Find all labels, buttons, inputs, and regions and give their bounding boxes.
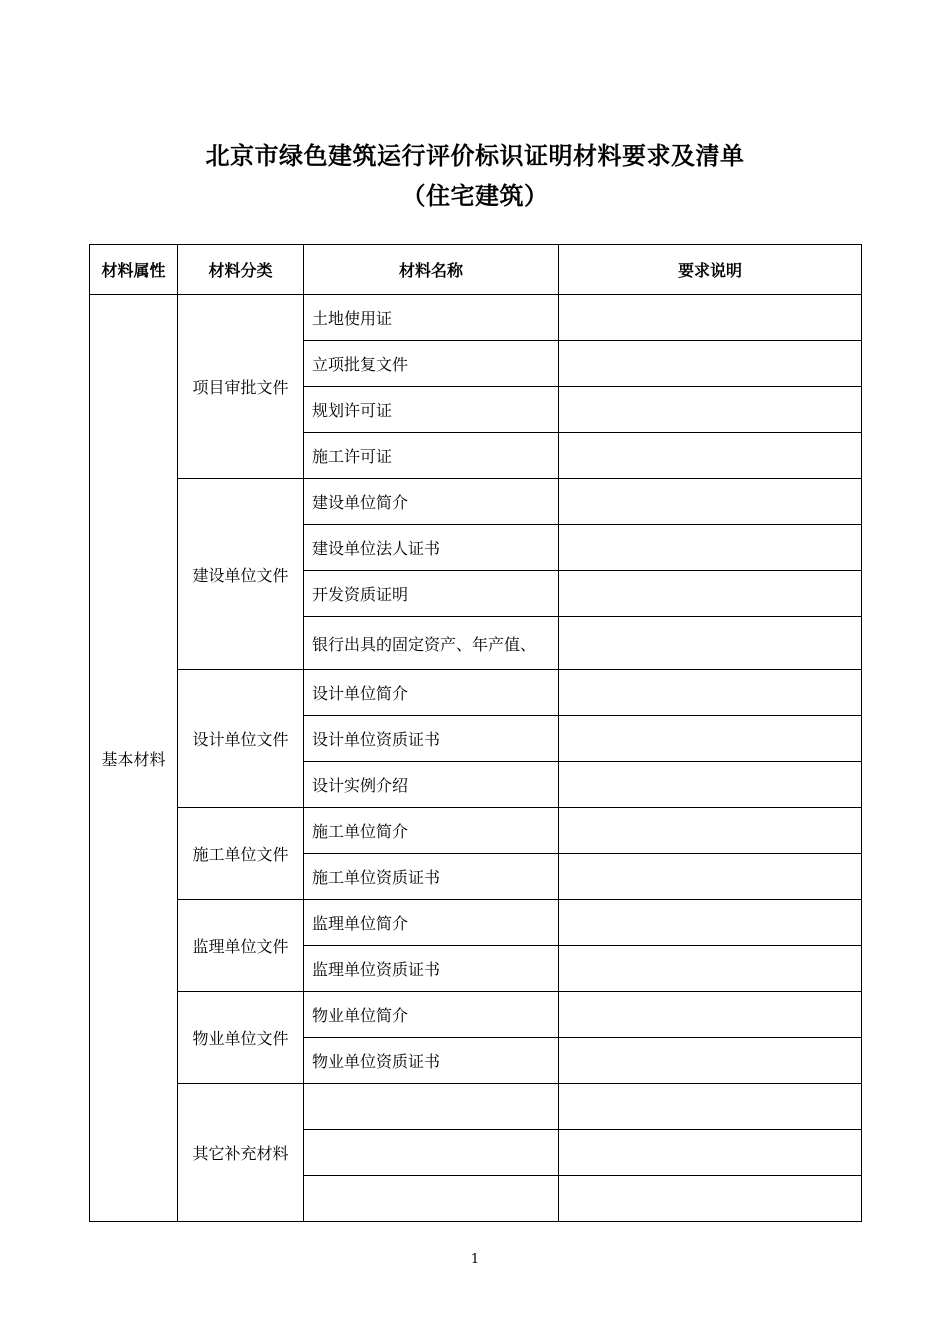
material-name-cell: 监理单位简介 bbox=[304, 900, 559, 946]
material-name-cell: 银行出具的固定资产、年产值、 bbox=[304, 617, 559, 670]
materials-table bbox=[89, 244, 862, 1222]
table-row bbox=[90, 295, 862, 341]
material-name-cell: 建设单位法人证书 bbox=[304, 525, 559, 571]
requirement-cell bbox=[559, 808, 862, 854]
material-name-cell: 立项批复文件 bbox=[304, 341, 559, 387]
material-name-cell: 施工单位资质证书 bbox=[304, 854, 559, 900]
material-name-cell: 物业单位简介 bbox=[304, 992, 559, 1038]
category-cell: 建设单位文件 bbox=[178, 479, 304, 670]
attribute-cell: 基本材料 bbox=[90, 295, 178, 1222]
material-name-cell: 设计单位资质证书 bbox=[304, 716, 559, 762]
requirement-cell bbox=[559, 900, 862, 946]
material-name-cell bbox=[304, 1176, 559, 1222]
requirement-cell bbox=[559, 341, 862, 387]
material-name-cell: 开发资质证明 bbox=[304, 571, 559, 617]
requirement-cell bbox=[559, 479, 862, 525]
header-material-name: 材料名称 bbox=[304, 245, 559, 295]
requirement-cell bbox=[559, 1130, 862, 1176]
table-row bbox=[90, 808, 862, 854]
table-row bbox=[90, 1084, 862, 1130]
material-name-cell: 设计实例介绍 bbox=[304, 762, 559, 808]
material-name-cell: 施工许可证 bbox=[304, 433, 559, 479]
material-name-cell: 建设单位简介 bbox=[304, 479, 559, 525]
table-row bbox=[90, 900, 862, 946]
category-cell: 设计单位文件 bbox=[178, 670, 304, 808]
table-row bbox=[90, 670, 862, 716]
requirement-cell bbox=[559, 670, 862, 716]
header-attribute: 材料属性 bbox=[90, 245, 178, 295]
requirement-cell bbox=[559, 992, 862, 1038]
material-name-cell: 规划许可证 bbox=[304, 387, 559, 433]
header-requirement: 要求说明 bbox=[559, 245, 862, 295]
category-cell: 监理单位文件 bbox=[178, 900, 304, 992]
requirement-cell bbox=[559, 571, 862, 617]
material-name-cell: 物业单位资质证书 bbox=[304, 1038, 559, 1084]
material-name-cell bbox=[304, 1084, 559, 1130]
header-row bbox=[90, 245, 862, 295]
material-name-cell: 设计单位简介 bbox=[304, 670, 559, 716]
requirement-cell bbox=[559, 1084, 862, 1130]
category-cell: 项目审批文件 bbox=[178, 295, 304, 479]
requirement-cell bbox=[559, 617, 862, 670]
header-category: 材料分类 bbox=[178, 245, 304, 295]
table-row bbox=[90, 479, 862, 525]
requirement-cell bbox=[559, 762, 862, 808]
document-subtitle: （住宅建筑） bbox=[401, 182, 549, 210]
page-number: 1 bbox=[470, 1252, 480, 1267]
requirement-cell bbox=[559, 387, 862, 433]
category-cell: 物业单位文件 bbox=[178, 992, 304, 1084]
requirement-cell bbox=[559, 946, 862, 992]
category-cell: 其它补充材料 bbox=[178, 1084, 304, 1222]
requirement-cell bbox=[559, 716, 862, 762]
material-name-cell: 土地使用证 bbox=[304, 295, 559, 341]
material-name-cell bbox=[304, 1130, 559, 1176]
category-cell: 施工单位文件 bbox=[178, 808, 304, 900]
requirement-cell bbox=[559, 433, 862, 479]
requirement-cell bbox=[559, 1176, 862, 1222]
requirement-cell bbox=[559, 525, 862, 571]
document-title: 北京市绿色建筑运行评价标识证明材料要求及清单 bbox=[205, 142, 745, 170]
requirement-cell bbox=[559, 295, 862, 341]
requirement-cell bbox=[559, 854, 862, 900]
table-row bbox=[90, 992, 862, 1038]
material-name-cell: 监理单位资质证书 bbox=[304, 946, 559, 992]
requirement-cell bbox=[559, 1038, 862, 1084]
material-name-cell: 施工单位简介 bbox=[304, 808, 559, 854]
